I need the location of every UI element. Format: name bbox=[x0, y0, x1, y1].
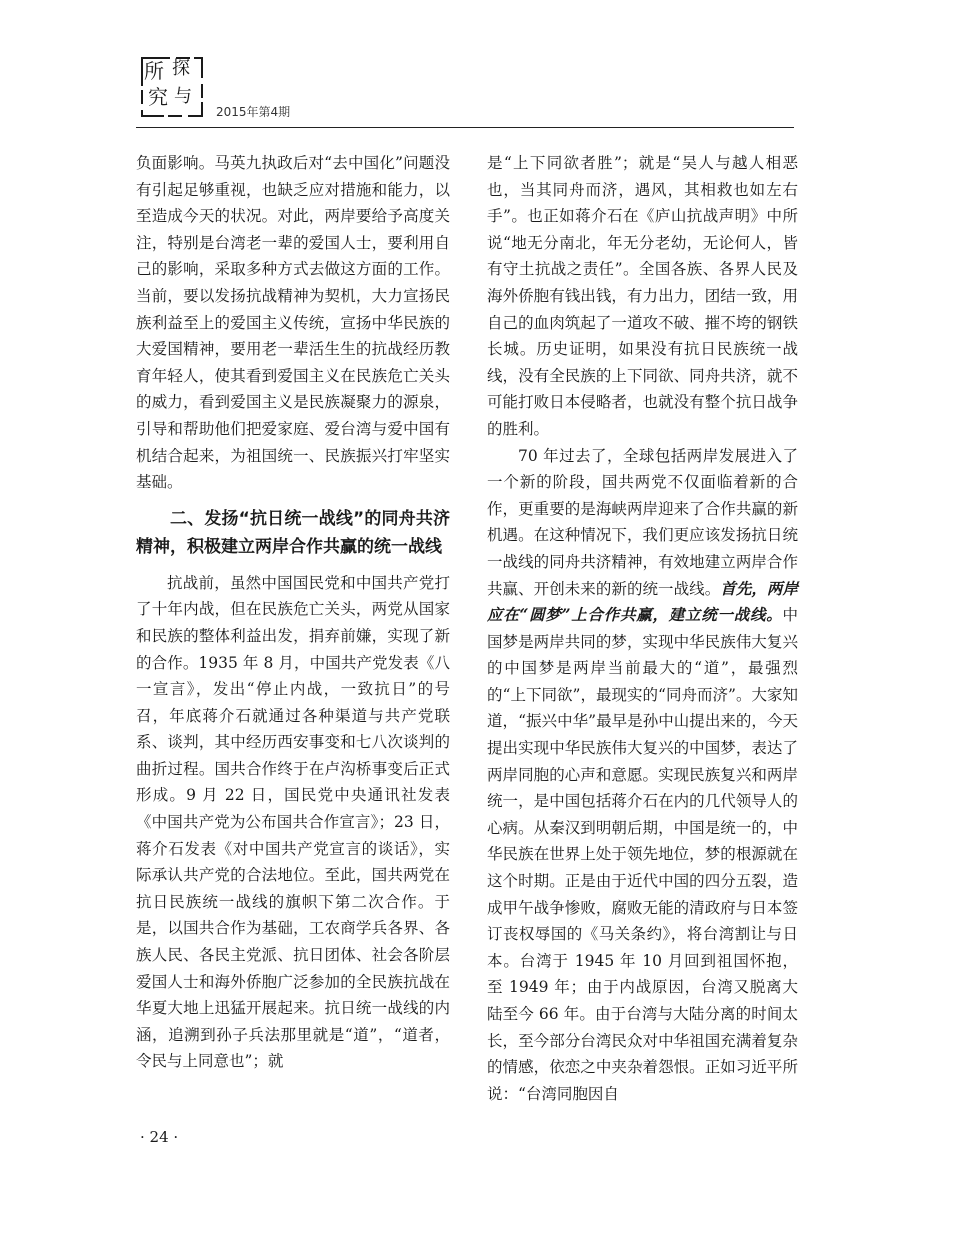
logo-char-4: 与 bbox=[174, 86, 192, 107]
right-column bbox=[487, 150, 798, 1107]
issue-label: 2015年第4期 bbox=[216, 105, 291, 119]
emphasis-text: 首先，两岸应在“圆梦”上合作共赢，建立统一战线。 bbox=[487, 578, 798, 625]
logo-char-2: 探 bbox=[172, 58, 190, 79]
logo-char-3: 究 bbox=[148, 85, 168, 109]
logo-char-1: 所 bbox=[144, 59, 164, 83]
section-heading: 二、发扬“抗日统一战线”的同舟共济精神，积极建立两岸合作共赢的统一战线 bbox=[136, 508, 450, 557]
paragraph-text: 中国梦是两岸共同的梦，实现中华民族伟大复兴的中国梦是两岸当前最大的“道”，最强烈的“上下同欲”，最现实的“同舟而济”。大家知道，“振兴中华”最早是孙中山提出来的，今天提出实现中华民族伟大复兴的中国梦，表达了两岸同胞的心声和意愿。实现民族复兴和两岸统一，是中国包括蒋介石在内的几代领导人的心病。从秦汉到明朝后期，中国是统一的，中华民族在世界上处于领先地位，梦的根源就在这个时期。正是由于近代中国的四分五裂，造成甲午战争惨败，腐败无能的清政府与日本签订丧权辱国的《马关条约》，将台湾割让与日本。台湾于 1945 年 10 月回到祖国怀抱，至 1949 年；由于内战原因，台湾又脱离大陆至今 66 年。由于台湾与大陆分离的时间太长，至今部分台湾民众对中华祖国充满着复杂的情感，依恋之中夹杂着怨恨。正如习近平所说：“台湾同胞因自 bbox=[487, 606, 798, 1103]
paragraph: 是“上下同欲者胜”；就是“吴人与越人相恶也，当其同舟而济，遇风，其相救也如左右手”。也正如蒋介石在《庐山抗战声明》中所说“地无分南北，年无分老幼，无论何人，皆有守土抗战之责任”。全国各族、各界人民及海外侨胞有钱出钱，有力出力，团结一致，用自己的血肉筑起了一道攻不破、摧不垮的钢铁长城。历史证明，如果没有抗日民族统一战线，没有全民族的上下同欲、同舟共济，就不可能打败日本侵略者，也就没有整个抗日战争的胜利。 bbox=[487, 154, 798, 438]
paragraph: 抗战前，虽然中国国民党和中国共产党打了十年内战，但在民族危亡关头，两党从国家和民族的整体利益出发，捐弃前嫌，实现了新的合作。1935 年 8 月，中国共产党发表《八一宣言》，发出“停止内战，一致抗日”的号召，年底蒋介石就通过各种渠道与共产党联系、谈判，其中经历西安事变和七八次谈判的曲折过程。国共合作终于在卢沟桥事变后正式形成。9 月 22 日，国民党中央通讯社发表《中国共产党为公布国共合作宣言》；23 日，蒋介石发表《对中国共产党宣言的谈话》，实际承认共产党的合法地位。至此，国共两党在抗日民族统一战线的旗帜下第二次合作。于是，以国共合作为基础，工农商学兵各界、各族人民、各民主党派、抗日团体、社会各阶层爱国人士和海外侨胞广泛参加的全民族抗战在华夏大地上迅猛开展起来。抗日统一战线的内涵，追溯到孙子兵法那里就是“道”，“道者，令民与上同意也”；就 bbox=[136, 573, 450, 1071]
paragraph bbox=[487, 443, 798, 1108]
left-column bbox=[136, 150, 450, 1075]
header-rule bbox=[136, 127, 794, 128]
journal-logo bbox=[136, 52, 208, 122]
paragraph-text: 70 年过去了，全球包括两岸发展进入了一个新的阶段，国共两党不仅面临着新的合作，更重要的是海峡两岸迎来了合作共赢的新机遇。在这种情况下，我们更应该发扬抗日统一战线的同舟共济精神，有效地建立两岸合作共赢、开创未来的新的统一战线。 bbox=[487, 446, 798, 598]
paragraph: 负面影响。马英九执政后对“去中国化”问题没有引起足够重视，也缺乏应对措施和能力，以至造成今天的状况。对此，两岸要给予高度关注，特别是台湾老一辈的爱国人士，要利用自己的影响，采取多种方式去做这方面的工作。当前，要以发扬抗战精神为契机，大力宣扬民族利益至上的爱国主义传统，宣扬中华民族的大爱国精神，要用老一辈活生生的抗战经历教育年轻人，使其看到爱国主义在民族危亡关头的威力，看到爱国主义是民族凝聚力的源泉，引导和帮助他们把爱家庭、爱台湾与爱中国有机结合起来，为祖国统一、民族振兴打牢坚实基础。 bbox=[136, 154, 450, 492]
page-number: · 24 · bbox=[140, 1128, 179, 1146]
